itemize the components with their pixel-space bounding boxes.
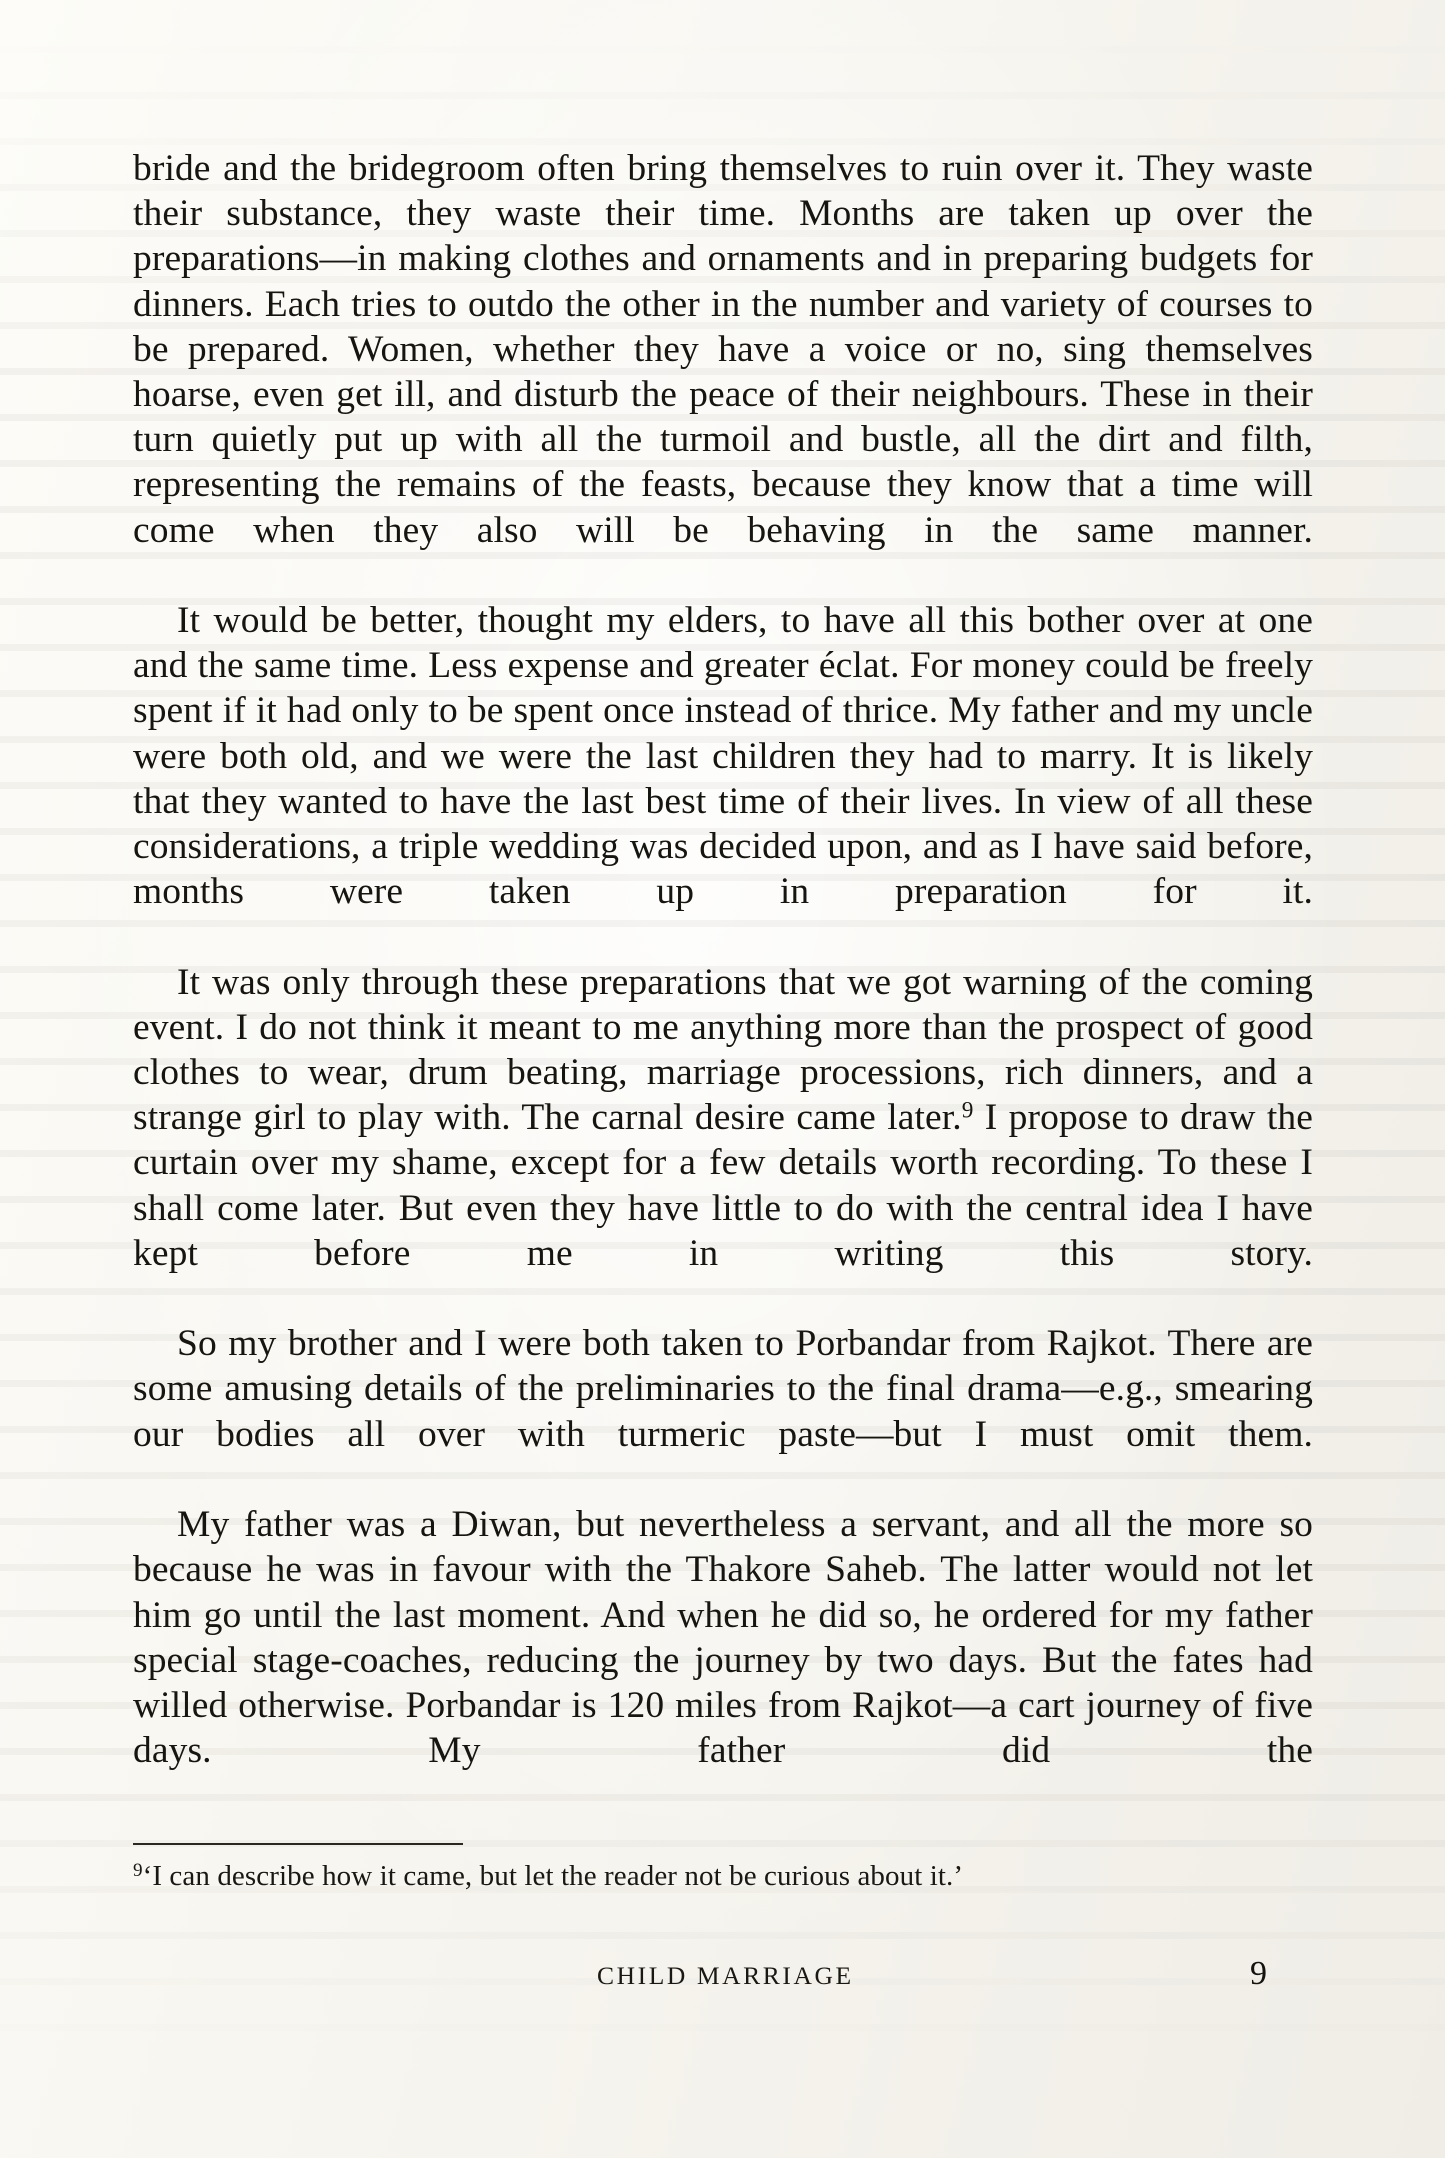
body-text-block — [133, 146, 1313, 1819]
page-number-folio: 9 — [1250, 1955, 1267, 1992]
paragraph-preparations-warning-tail: I propose to draw the curtain over my shame, except for a few details worth recording. To these I shall come later. But even they have little to do with the central idea I have kept before me in writing this story. — [133, 1097, 1313, 1274]
paragraph-triple-wedding: It would be better, thought my elders, to have all this bother over at one and the same time. Less expense and greater éclat. For money could be freely spent if it had only to be spent once instead of thrice. My father and my uncle were both old, and we were the last children they had to marry. It is likely that they wanted to have the last best time of their lives. In view of all these considerations, a triple wedding was decided upon, and as I have said before, months were taken up in preparation for it. — [133, 600, 1313, 913]
paragraph-preparations-warning — [133, 960, 1313, 1322]
footnote-entry — [133, 1858, 1313, 1894]
footnote-separator-rule — [133, 1843, 463, 1845]
page-footer — [133, 1955, 1313, 1993]
footnote-number: 9 — [133, 1859, 143, 1881]
running-head-chapter-title: CHILD MARRIAGE — [597, 1961, 854, 1990]
footnote-zone — [133, 1843, 1313, 1894]
paragraph-wedding-expense: bride and the bridegroom often bring themselves to ruin over it. They waste their substance, they waste their time. Months are taken up over the preparations—in making clothes and ornaments and in preparing budgets for dinners. Each tries to outdo the other in the number and variety of courses to be prepared. Women, whether they have a voice or no, sing themselves hoarse, even get ill, and disturb the peace of their neighbours. These in their turn quietly put up with all the turmoil and bustle, all the dirt and filth, representing the remains of the feasts, because they know that a time will come when they also will be behaving in the same manner. — [133, 148, 1313, 551]
paragraph-preparations-warning-lead: It was only through these preparations that we got warning of the coming event. I do not think it meant to me anything more than the prospect of good clothes to wear, drum beating, marriage processions, rich dinners, and a strange girl to play with. The carnal desire came later. — [133, 961, 1313, 1139]
footnote-reference-marker[interactable]: 9 — [961, 1097, 974, 1124]
footnote-text: ‘I can describe how it came, but let the reader not be curious about it.’ — [142, 1860, 964, 1892]
paragraph-porbandar-journey: So my brother and I were both taken to Porbandar from Rajkot. There are some amusing details of the preliminaries to the final drama—e.g., smearing our bodies all over with turmeric paste—but I must omit them. — [133, 1323, 1313, 1455]
paragraph-father-diwan: My father was a Diwan, but nevertheless a servant, and all the more so because he was in favour with the Thakore Saheb. The latter would not let him go until the last moment. And when he did so, he ordered for my father special stage-coaches, reducing the journey by two days. But the fates had willed otherwise. Porbandar is 120 miles from Rajkot—a cart journey of five days. My father did the — [133, 1504, 1313, 1772]
